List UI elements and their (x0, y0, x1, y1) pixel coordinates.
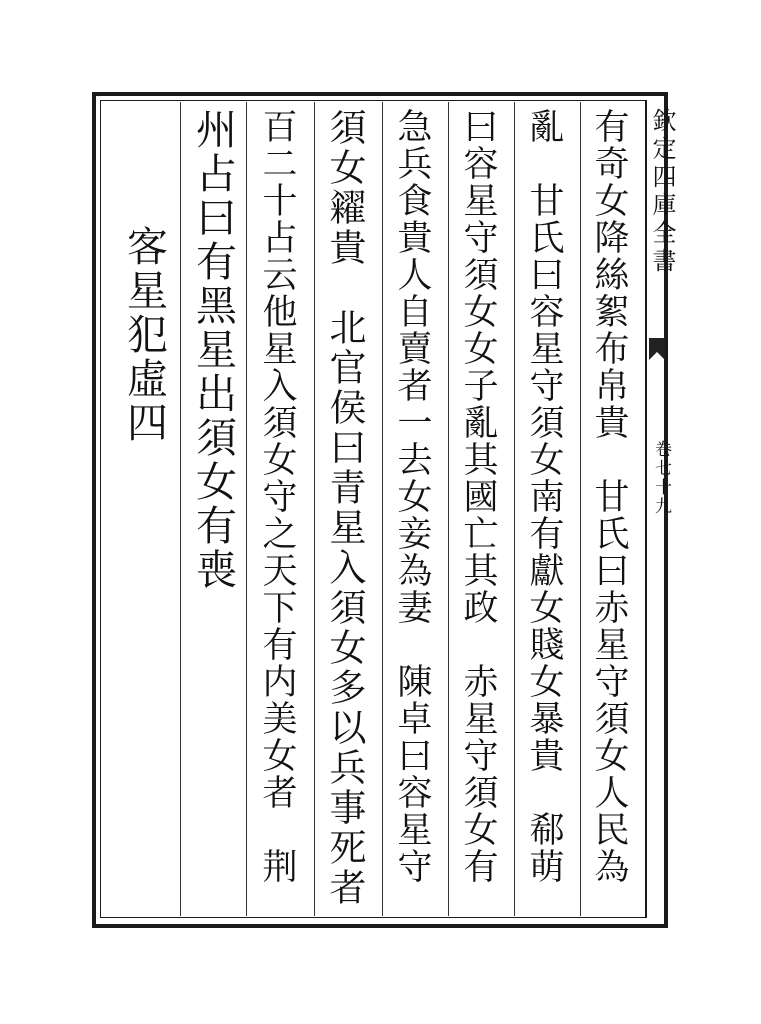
text-column-6: 百二十占云他星入須女守之天下有内美女者 荆 (257, 108, 297, 885)
column-rule (448, 102, 449, 916)
column-rule (382, 102, 383, 916)
column-rule (314, 102, 315, 916)
text-column-1: 有奇女降絲絮布帛貴 甘氏曰赤星守須女人民為 (589, 108, 629, 885)
text-column-3: 曰容星守須女女子亂其國亡其政 赤星守須女有 (458, 108, 498, 885)
book-title: 欽定四庫全書 (648, 108, 676, 276)
text-column-7: 州占曰有黑星出須女有喪 (189, 108, 237, 592)
section-heading: 客星犯虛四 (120, 225, 168, 445)
chapter-label: 卷七十九 (651, 440, 671, 516)
column-rule (514, 102, 515, 916)
column-rule (580, 102, 581, 916)
page-inner-border (100, 100, 646, 918)
text-column-5: 須女糴貴 北官侯曰青星入須女多以兵事死者 (323, 108, 366, 908)
text-column-2: 亂 甘氏曰容星守須女南有獻女賤女暴貴 郗萌 (524, 108, 564, 885)
column-rule (246, 102, 247, 916)
text-column-4: 急兵食貴人自賣者一去女妾為妻 陳卓曰容星守 (392, 108, 432, 885)
fish-tail-mark-icon (648, 336, 666, 362)
column-rule (180, 102, 181, 916)
